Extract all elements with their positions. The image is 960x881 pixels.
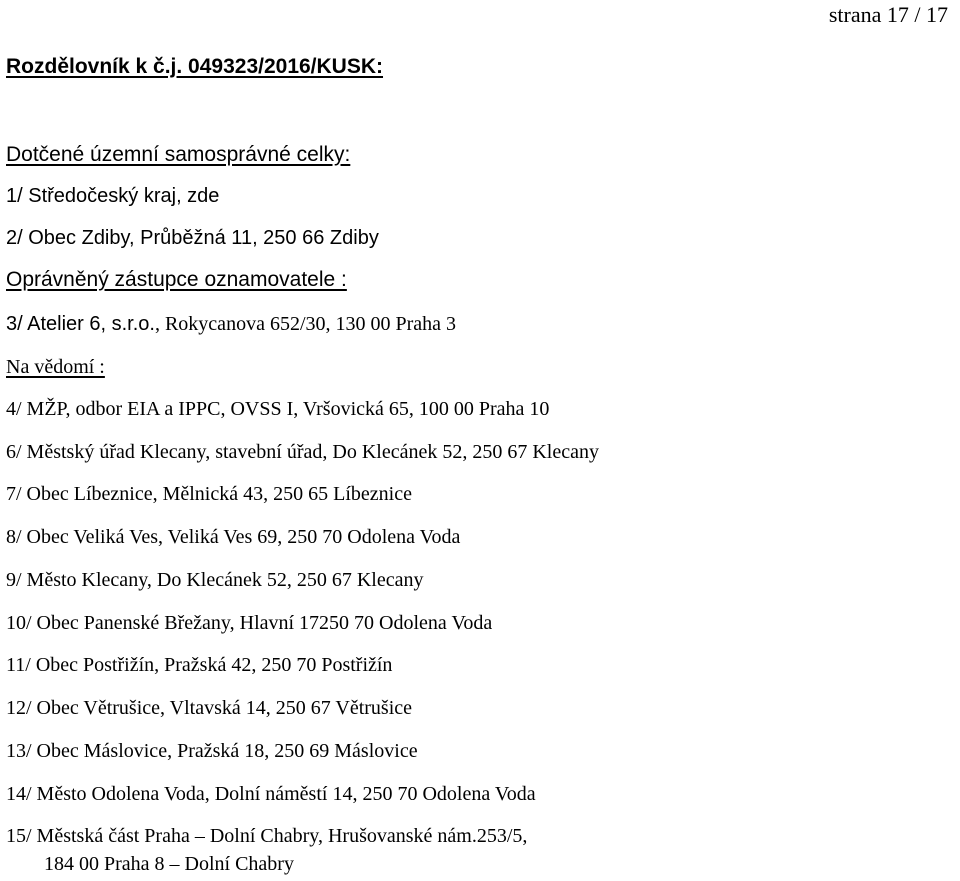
affected-heading: Dotčené územní samosprávné celky:: [6, 143, 351, 166]
representative-heading: Oprávněný zástupce oznamovatele :: [6, 268, 347, 291]
notice-item-8: 8/ Obec Veliká Ves, Veliká Ves 69, 250 70 Odolena Voda: [6, 526, 461, 548]
representative-company: 3/ Atelier 6, s.r.o.: [6, 313, 155, 335]
notice-item-11: 11/ Obec Postřižín, Pražská 42, 250 70 Postřižín: [6, 654, 393, 676]
notice-item-7: 7/ Obec Líbeznice, Mělnická 43, 250 65 Líbeznice: [6, 483, 412, 505]
notice-item-14: 14/ Město Odolena Voda, Dolní náměstí 14, 250 70 Odolena Voda: [6, 783, 536, 805]
notice-item-15: 15/ Městská část Praha – Dolní Chabry, Hrušovanské nám.253/5,: [6, 825, 528, 847]
page-number: strana 17 / 17: [828, 2, 948, 27]
representative-address: , Rokycanova 652/30, 130 00 Praha 3: [154, 313, 457, 335]
notice-heading: Na vědomí :: [6, 356, 105, 378]
notice-item-15-continuation: 184 00 Praha 8 – Dolní Chabry: [44, 853, 294, 875]
notice-item-4: 4/ MŽP, odbor EIA a IPPC, OVSS I, Vršovická 65, 100 00 Praha 10: [6, 398, 550, 420]
notice-item-6: 6/ Městský úřad Klecany, stavební úřad, Do Klecánek 52, 250 67 Klecany: [6, 441, 599, 463]
notice-item-10: 10/ Obec Panenské Břežany, Hlavní 17250 70 Odolena Voda: [6, 612, 493, 634]
notice-item-13: 13/ Obec Máslovice, Pražská 18, 250 69 Máslovice: [6, 740, 418, 762]
notice-item-12: 12/ Obec Větrušice, Vltavská 14, 250 67 Větrušice: [6, 697, 413, 719]
notice-item-9: 9/ Město Klecany, Do Klecánek 52, 250 67 Klecany: [6, 569, 424, 591]
affected-item-1: 1/ Středočeský kraj, zde: [6, 185, 220, 207]
representative-item: [6, 311, 456, 337]
affected-item-2: 2/ Obec Zdiby, Průběžná 11, 250 66 Zdiby: [6, 227, 379, 249]
document-title: Rozdělovník k č.j. 049323/2016/KUSK:: [6, 55, 384, 78]
